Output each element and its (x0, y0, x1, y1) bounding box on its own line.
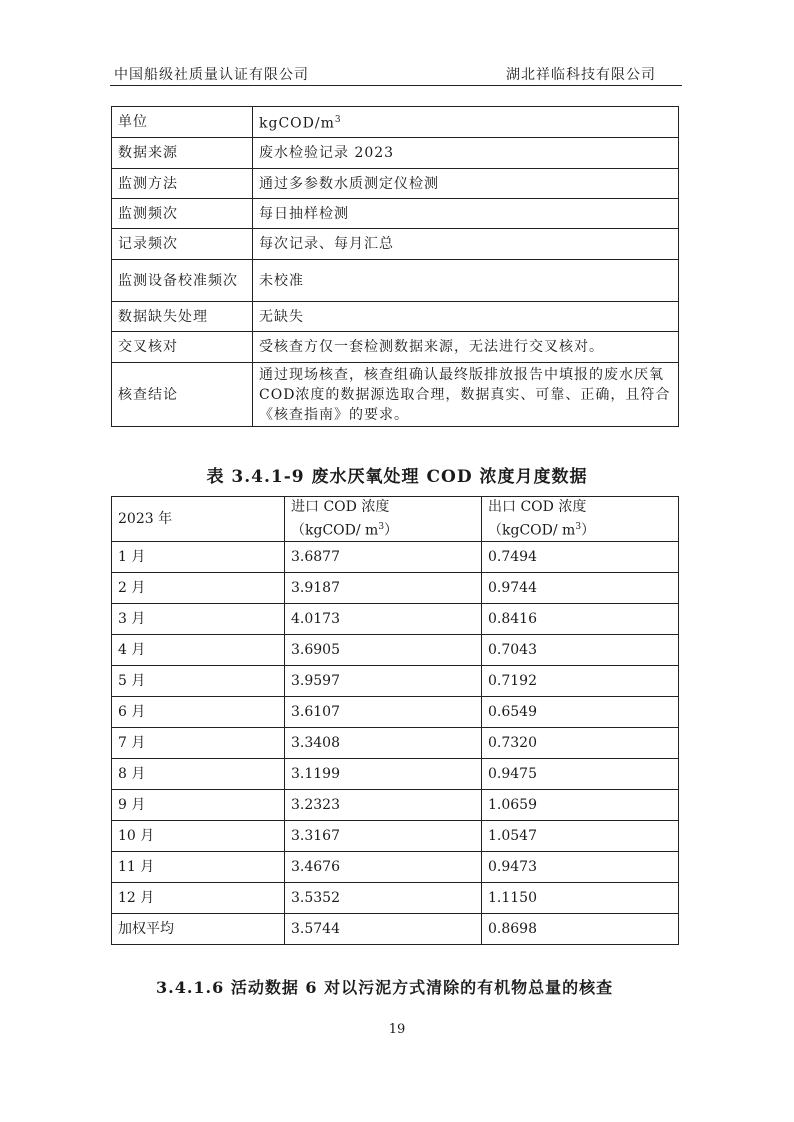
table-row (112, 727, 679, 758)
outlet-cell: 0.7192 (482, 665, 679, 696)
table-row (112, 363, 679, 427)
outlet-cell: 0.6549 (482, 696, 679, 727)
month-cell: 12 月 (112, 882, 285, 913)
month-cell: 1 月 (112, 541, 285, 572)
header-company-left: 中国船级社质量认证有限公司 (114, 67, 309, 83)
inlet-cell: 3.5352 (285, 882, 482, 913)
outlet-cell: 1.0547 (482, 820, 679, 851)
month-cell: 11 月 (112, 851, 285, 882)
page-number: 19 (388, 1022, 406, 1037)
inlet-cell: 3.2323 (285, 789, 482, 820)
table-row (112, 572, 679, 603)
inlet-cell: 3.1199 (285, 758, 482, 789)
table-row (112, 634, 679, 665)
info-key: 记录频次 (112, 229, 253, 260)
info-value: 废水检验记录 2023 (253, 138, 679, 169)
table-row (112, 758, 679, 789)
month-cell: 3 月 (112, 603, 285, 634)
info-value: 每次记录、每月汇总 (253, 229, 679, 260)
table-row (112, 138, 679, 169)
table-row (112, 332, 679, 363)
outlet-cell: 0.7320 (482, 727, 679, 758)
table-row (112, 541, 679, 572)
table-row (112, 820, 679, 851)
info-key: 数据缺失处理 (112, 302, 253, 332)
table-row (112, 107, 679, 138)
inlet-cell: 3.9597 (285, 665, 482, 696)
info-key: 监测设备校准频次 (112, 260, 253, 302)
header-divider (110, 85, 682, 86)
table-caption: 表 3.4.1-9 废水厌氧处理 COD 浓度月度数据 (206, 467, 588, 487)
month-cell: 2 月 (112, 572, 285, 603)
header-year: 2023 年 (112, 497, 285, 542)
header-outlet: 出口 COD 浓度 （kgCOD/ $m^3$） (482, 497, 679, 542)
info-value: 无缺失 (253, 302, 679, 332)
info-value: 受核查方仅一套检测数据来源，无法进行交叉核对。 (253, 332, 679, 363)
table-row (112, 789, 679, 820)
inlet-cell: 3.6107 (285, 696, 482, 727)
info-key: 数据来源 (112, 138, 253, 169)
month-cell: 8 月 (112, 758, 285, 789)
table-row (112, 229, 679, 260)
table-row (112, 169, 679, 199)
inlet-cell: 3.6905 (285, 634, 482, 665)
verification-info-table (111, 106, 679, 427)
table-row (112, 882, 679, 913)
inlet-cell: 3.4676 (285, 851, 482, 882)
table-row (112, 665, 679, 696)
inlet-cell: 3.6877 (285, 541, 482, 572)
table-row (112, 851, 679, 882)
month-cell: 9 月 (112, 789, 285, 820)
info-value: 每日抽样检测 (253, 199, 679, 229)
month-cell: 10 月 (112, 820, 285, 851)
info-value: 通过多参数水质测定仪检测 (253, 169, 679, 199)
outlet-cell: 0.9744 (482, 572, 679, 603)
inlet-cell: 3.9187 (285, 572, 482, 603)
inlet-cell: 3.3167 (285, 820, 482, 851)
table-header-row (112, 497, 679, 542)
outlet-cell: 0.9475 (482, 758, 679, 789)
inlet-cell: 4.0173 (285, 603, 482, 634)
header-company-right: 湖北祥临科技有限公司 (506, 67, 656, 83)
outlet-cell: 1.1150 (482, 882, 679, 913)
info-key: 监测方法 (112, 169, 253, 199)
month-cell: 6 月 (112, 696, 285, 727)
outlet-cell: 1.0659 (482, 789, 679, 820)
outlet-cell: 0.8698 (482, 913, 679, 944)
outlet-cell: 0.7494 (482, 541, 679, 572)
table-row (112, 199, 679, 229)
table-row (112, 696, 679, 727)
header-inlet: 进口 COD 浓度 （kgCOD/ $m^3$） (285, 497, 482, 542)
info-key: 核查结论 (112, 363, 253, 427)
outlet-cell: 0.8416 (482, 603, 679, 634)
info-value: 通过现场核查，核查组确认最终版排放报告中填报的废水厌氧COD浓度的数据源选取合理，数据真实、可靠、正确，且符合《核查指南》的要求。 (253, 363, 679, 427)
outlet-cell: 0.9473 (482, 851, 679, 882)
info-key: 监测频次 (112, 199, 253, 229)
info-key: 交叉核对 (112, 332, 253, 363)
cod-monthly-table (111, 496, 679, 945)
month-cell: 7 月 (112, 727, 285, 758)
table-row (112, 260, 679, 302)
inlet-cell: 3.5744 (285, 913, 482, 944)
section-heading: 3.4.1.6 活动数据 6 对以污泥方式清除的有机物总量的核查 (156, 978, 614, 997)
table-row-weighted-average (112, 913, 679, 944)
month-cell: 5 月 (112, 665, 285, 696)
outlet-cell: 0.7043 (482, 634, 679, 665)
month-cell: 加权平均 (112, 913, 285, 944)
month-cell: 4 月 (112, 634, 285, 665)
inlet-cell: 3.3408 (285, 727, 482, 758)
info-key: 单位 (112, 107, 253, 138)
table-row (112, 603, 679, 634)
info-value: 未校准 (253, 260, 679, 302)
info-value-unit: kgCOD/$m^3$ (253, 107, 679, 138)
table-row (112, 302, 679, 332)
